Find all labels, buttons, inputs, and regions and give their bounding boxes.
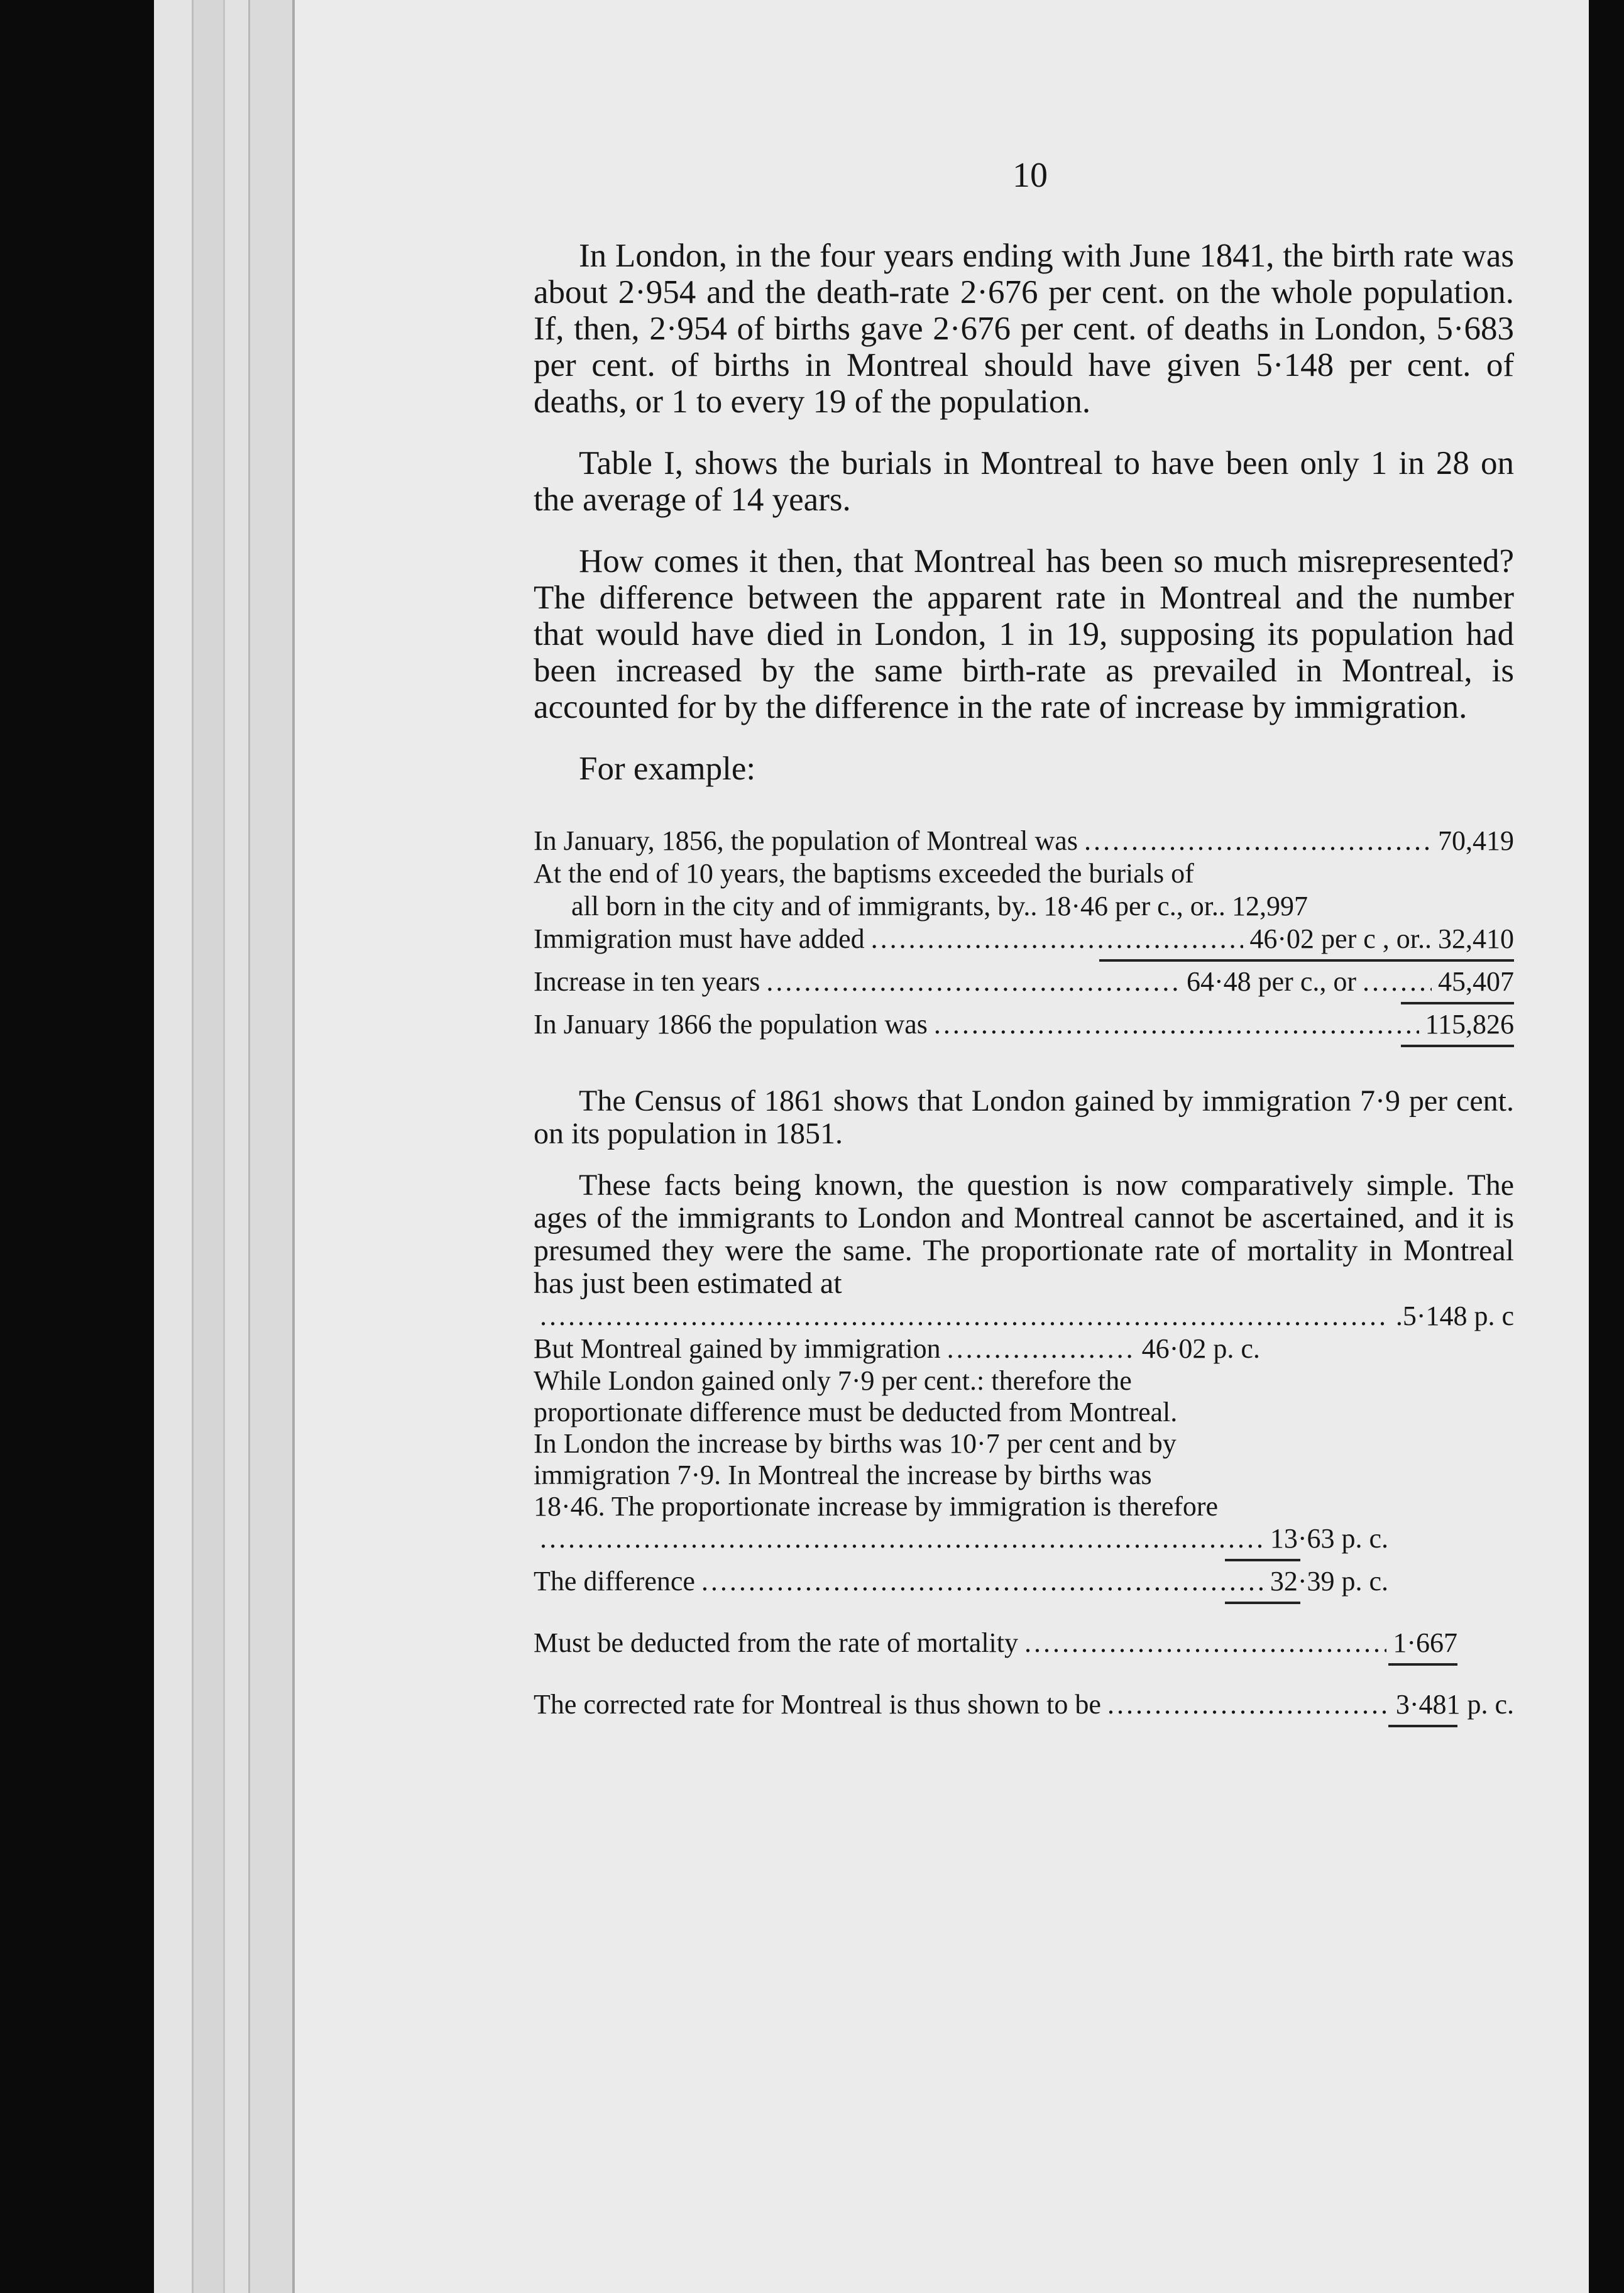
table-row: Must be deducted from the rate of mortality ..... 1·667 (534, 1627, 1457, 1659)
table-row: Immigration must have added ..... 46·02 per c , or.. 32,410 (534, 923, 1514, 955)
mortality-calculation (534, 1300, 1514, 1727)
page-number: 10 (1012, 156, 1048, 195)
table-row: But Montreal gained by immigration ..... 46·02 p. c. (534, 1333, 1514, 1365)
table-row: all born in the city and of immigrants, by.. 18·46 per c., or.. 12,997 (571, 891, 1308, 921)
sum-rule (1401, 1002, 1514, 1004)
document-page (292, 0, 1589, 2293)
note-london-immigration: While London gained only 7·9 per cent.: therefore the proportionate difference must be deducted from Montreal. (534, 1365, 1178, 1427)
page-content (534, 157, 1514, 1731)
table-row: ..... 13·63 p. c. (534, 1522, 1388, 1555)
table-row: At the end of 10 years, the baptisms exceeded the burials of (534, 858, 1194, 889)
paragraph-birth-rate: In London, in the four years ending with June 1841, the birth rate was about 2·954 and the death-rate 2·676 per cent. on the whole population. If, then, 2·954 of births gave 2·676 per cent. of deaths in London, 5·683 per cent. of births in Montreal should have given 5·148 per cent. of deaths, or 1 to every 19 of the population. (534, 238, 1514, 420)
page-edge (223, 0, 250, 2293)
page-edge (154, 0, 192, 2293)
paragraph-table-reference: Table I, shows the burials in Montreal to have been only 1 in 28 on the average of 14 years. (534, 445, 1514, 518)
page-edge (192, 0, 225, 2293)
table-row: Increase in ten years ..... 64·48 per c., or ..... 45,407 (534, 965, 1514, 998)
table-row: The corrected rate for Montreal is thus shown to be ..... 3·481 p. c. (534, 1688, 1514, 1721)
table-row: The difference ..... 32·39 p. c. (534, 1565, 1388, 1598)
sum-rule (1099, 959, 1514, 962)
sum-rule (1225, 1559, 1300, 1561)
paragraph-facts: These facts being known, the question is now comparatively simple. The ages of the immigrants to London and Montreal cannot be ascertained, and it is presumed they were the same. The proportionate rate of mortality in Montreal has just been estimated at (534, 1168, 1514, 1300)
table-row: In January, 1856, the population of Montreal was ..... 70,419 (534, 825, 1514, 857)
sum-rule (1388, 1725, 1457, 1727)
table-row: ..... .5·148 p. c (534, 1300, 1514, 1333)
population-table (534, 825, 1514, 1047)
table-row: In January 1866 the population was ..... 115,826 (534, 1008, 1514, 1041)
paragraph-misrepresentation: How comes it then, that Montreal has been so much misrepresented? The difference between the apparent rate in Montreal and the number that would have died in London, 1 in 19, supposing its population had been increased by the same birth-rate as prevailed in Montreal, is accounted for by the difference in the rate of increase by immigration. (534, 543, 1514, 725)
note-increase-by-births: In London the increase by births was 10·7 per cent and by immigration 7·9. In Montreal the increase by births was 18·46. The proportionate increase by immigration is therefore (534, 1428, 1219, 1522)
sum-rule (1225, 1602, 1300, 1604)
sum-rule (1401, 1045, 1514, 1047)
sum-rule (1388, 1663, 1457, 1666)
paragraph-census: The Census of 1861 shows that London gained by immigration 7·9 per cent. on its population in 1851. (534, 1084, 1514, 1150)
paragraph-for-example: For example: (579, 751, 756, 787)
page-edge (248, 0, 294, 2293)
analysis-section (534, 1085, 1514, 1300)
